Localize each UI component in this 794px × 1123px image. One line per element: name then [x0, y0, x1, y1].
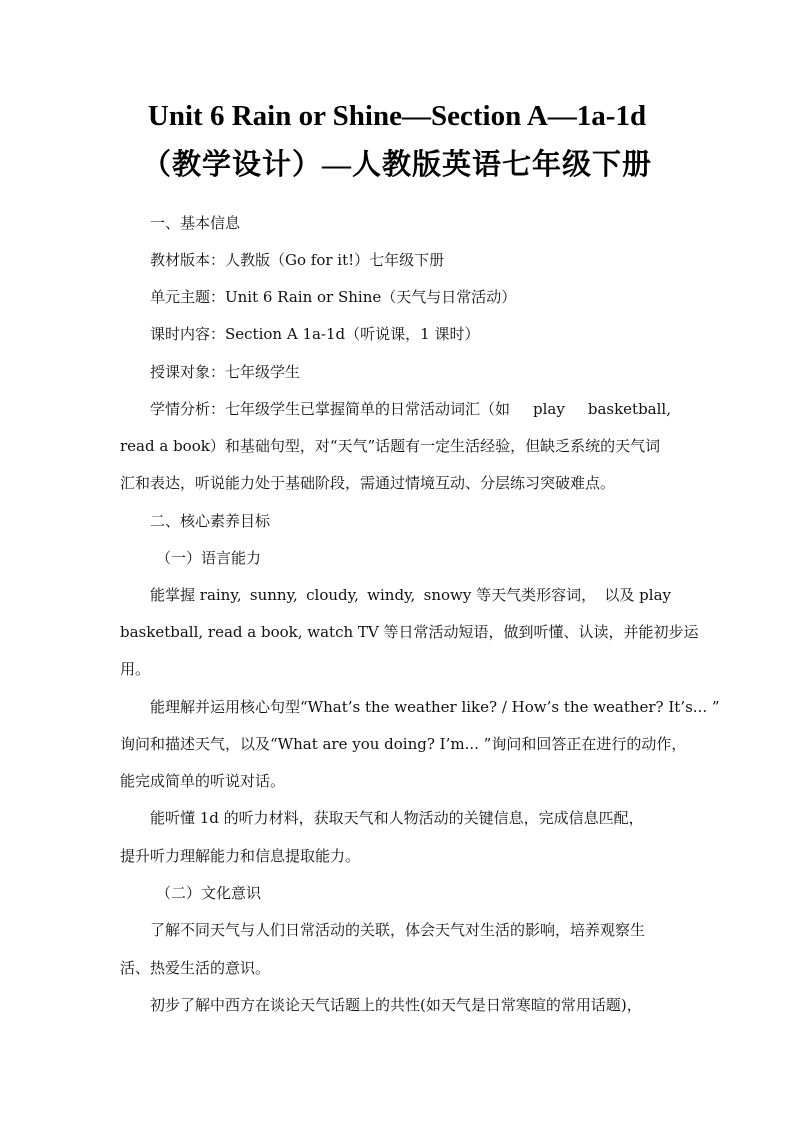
language-goal-2-line-2: 询问和描述天气，以及“What are you doing? I’m... ”询问和回答正在进行的动作，	[120, 735, 687, 753]
learner-analysis-line-3: 汇和表达，听说能力处于基础阶段，需通过情境互动、分层练习突破难点。	[120, 474, 616, 492]
text-segment: 能掌握 rainy,	[150, 586, 242, 604]
section-heading-basic-info: 一、基本信息	[150, 214, 241, 232]
target-students: 授课对象：七年级学生	[150, 363, 301, 381]
section-heading-core-goals: 二、核心素养目标	[150, 512, 271, 530]
document-title-line-2: （教学设计）—人教版英语七年级下册	[141, 149, 652, 181]
text-segment: 学情分析：七年级学生已掌握简单的日常活动词汇（如	[150, 400, 511, 418]
language-goal-3-line-1: 能听懂 1d 的听力材料，获取天气和人物活动的关键信息，完成信息匹配，	[150, 809, 644, 827]
learner-analysis-line-1	[150, 399, 671, 419]
lesson-content: 课时内容：Section A 1a-1d（听说课，1 课时）	[150, 325, 480, 343]
language-goal-2-line-1: 能理解并运用核心句型“What’s the weather like? / How’s the weather? It’s... ”	[150, 698, 720, 716]
text-segment: cloudy,	[306, 586, 359, 604]
culture-goal-2-line-1: 初步了解中西方在谈论天气话题上的共性(如天气是日常寒暄的常用话题)，	[150, 996, 642, 1014]
document-title-line-1: Unit 6 Rain or Shine—Section A—1a-1d	[147, 100, 647, 132]
subheading-language-ability: （一）语言能力	[156, 549, 262, 567]
culture-goal-1-line-2: 活、热爱生活的意识。	[120, 959, 271, 977]
learner-analysis-line-2: read a book）和基础句型，对“天气”话题有一定生活经验，但缺乏系统的天气词	[120, 437, 661, 455]
text-segment: sunny,	[249, 586, 298, 604]
subheading-cultural-awareness: （二）文化意识	[156, 884, 262, 902]
language-goal-1-line-3: 用。	[120, 660, 151, 678]
language-goal-1-line-2: basketball, read a book, watch TV 等日常活动短语，做到听懂、认读，并能初步运	[120, 623, 699, 641]
text-segment: play	[533, 400, 565, 418]
text-segment: basketball,	[587, 400, 671, 418]
language-goal-2-line-3: 能完成简单的听说对话。	[120, 772, 286, 790]
textbook-version: 教材版本：人教版（Go for it!）七年级下册	[150, 251, 445, 269]
text-segment: snowy 等天气类形容词，	[423, 586, 597, 604]
text-segment: 以及 play	[604, 586, 671, 604]
language-goal-3-line-2: 提升听力理解能力和信息提取能力。	[120, 847, 361, 865]
language-goal-1-line-1	[150, 585, 671, 605]
unit-theme: 单元主题：Unit 6 Rain or Shine（天气与日常活动）	[150, 288, 517, 306]
text-segment: windy,	[367, 586, 416, 604]
culture-goal-1-line-1: 了解不同天气与人们日常活动的关联，体会天气对生活的影响，培养观察生	[150, 921, 646, 939]
